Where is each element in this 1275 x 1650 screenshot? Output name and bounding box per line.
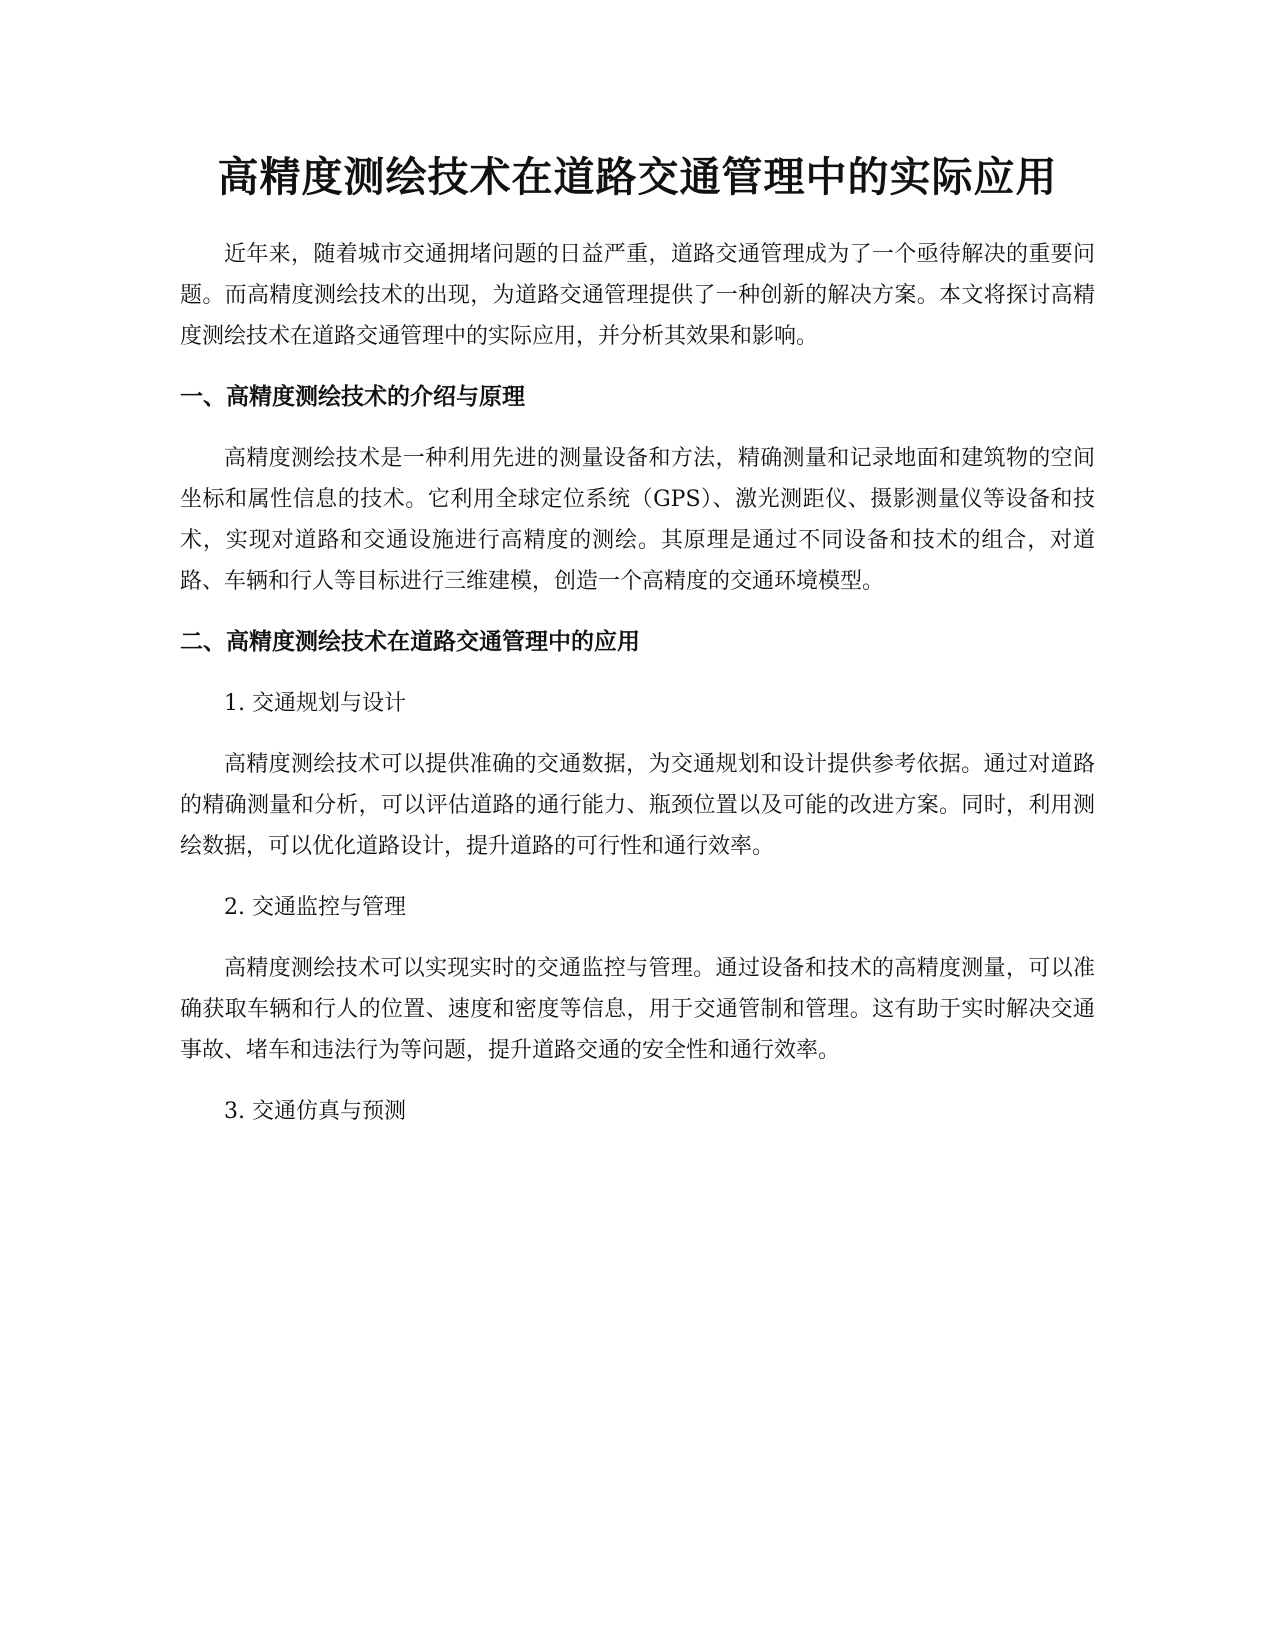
section-2-heading: 二、高精度测绘技术在道路交通管理中的应用 xyxy=(180,629,640,655)
subsection-1-paragraph: 高精度测绘技术可以提供准确的交通数据，为交通规划和设计提供参考依据。通过对道路的精确测量和分析，可以评估道路的通行能力、瓶颈位置以及可能的改进方案。同时，利用测绘数据，可以优化道路设计，提升道路的可行性和通行效率。 xyxy=(180,752,1095,859)
document-title: 高精度测绘技术在道路交通管理中的实际应用 xyxy=(217,153,1058,201)
subsection-1-heading: 1. 交通规划与设计 xyxy=(224,691,406,716)
document-page xyxy=(180,140,1095,1152)
subsection-2-paragraph: 高精度测绘技术可以实现实时的交通监控与管理。通过设备和技术的高精度测量，可以准确获取车辆和行人的位置、速度和密度等信息，用于交通管制和管理。这有助于实时解决交通事故、堵车和违法行为等问题，提升道路交通的安全性和通行效率。 xyxy=(180,956,1095,1063)
subsection-3-heading: 3. 交通仿真与预测 xyxy=(224,1099,406,1124)
section-1-heading: 一、高精度测绘技术的介绍与原理 xyxy=(180,384,525,410)
section-1-paragraph: 高精度测绘技术是一种利用先进的测量设备和方法，精确测量和记录地面和建筑物的空间坐标和属性信息的技术。它利用全球定位系统（GPS）、激光测距仪、摄影测量仪等设备和技术，实现对道路和交通设施进行高精度的测绘。其原理是通过不同设备和技术的组合，对道路、车辆和行人等目标进行三维建模，创造一个高精度的交通环境模型。 xyxy=(180,446,1095,594)
subsection-2-heading: 2. 交通监控与管理 xyxy=(224,895,406,920)
intro-paragraph: 近年来，随着城市交通拥堵问题的日益严重，道路交通管理成为了一个亟待解决的重要问题。而高精度测绘技术的出现，为道路交通管理提供了一种创新的解决方案。本文将探讨高精度测绘技术在道路交通管理中的实际应用，并分析其效果和影响。 xyxy=(180,242,1095,349)
